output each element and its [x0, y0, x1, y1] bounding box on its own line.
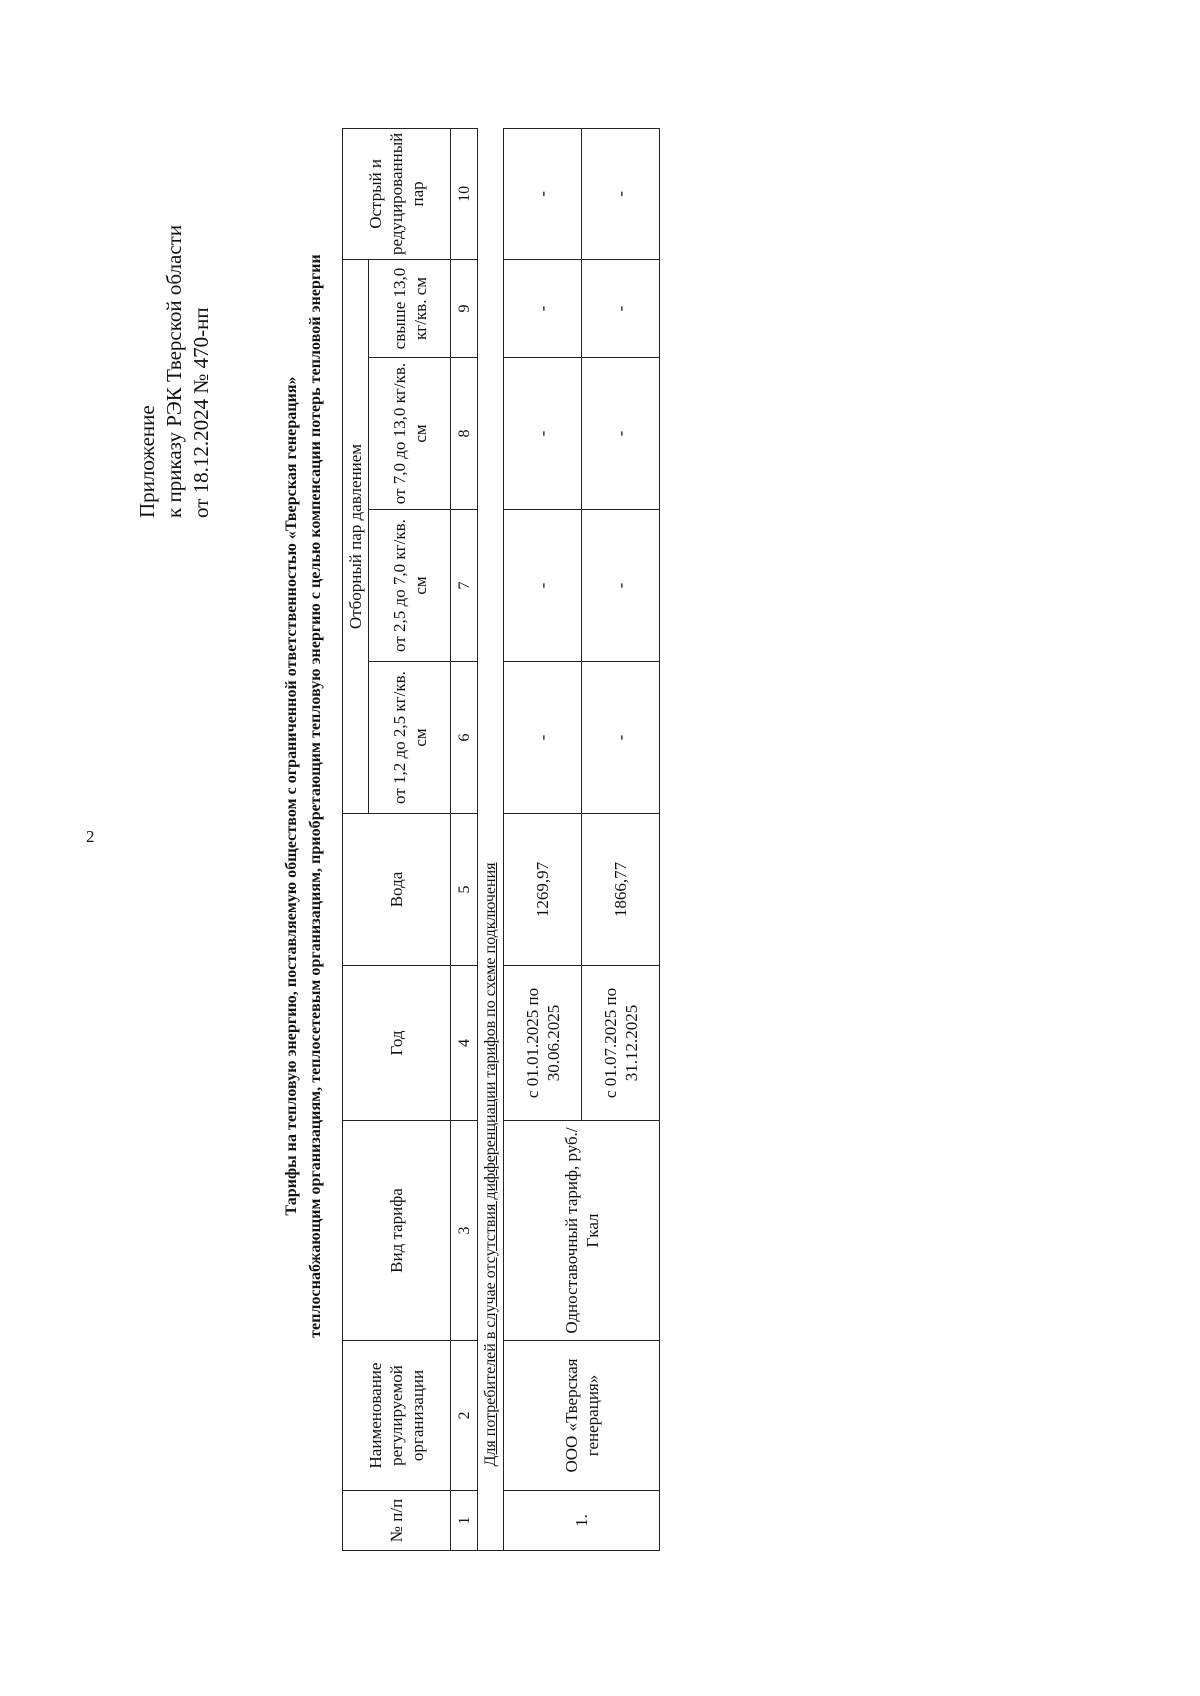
col-number: 4	[451, 966, 478, 1121]
header-pressure-1: от 1,2 до 2,5 кг/кв. см	[369, 662, 451, 814]
header-extraction-steam: Отборный пар давлением	[343, 260, 369, 814]
row-p1: -	[582, 662, 660, 814]
row-p4: -	[582, 260, 660, 358]
row-p2: -	[582, 510, 660, 662]
row-year: с 01.07.2025 по 31.12.2025	[582, 966, 660, 1121]
header-water: Вода	[343, 814, 451, 966]
col-number: 9	[451, 260, 478, 358]
title-line-2: теплоснабжающим организациям, теплосетевым организациям, приобретающим тепловую энергию с целью компенсации потерь тепловой энергии	[307, 254, 324, 1338]
header-row-1	[343, 128, 369, 1550]
header-org: Наименование регулируемой организации	[343, 1341, 451, 1491]
header-num: № п/п	[343, 1491, 451, 1551]
col-number: 5	[451, 814, 478, 966]
row-water: 1269,97	[504, 814, 582, 966]
row-tariff-type: Одноставочный тариф, руб./Гкал	[504, 1121, 660, 1341]
appendix-line-3: от 18.12.2024 № 470-нп	[189, 307, 213, 518]
appendix-block	[134, 225, 215, 518]
col-number: 1	[451, 1491, 478, 1551]
header-year: Год	[343, 966, 451, 1121]
header-tariff-type: Вид тарифа	[343, 1121, 451, 1341]
col-number: 2	[451, 1341, 478, 1491]
section-spacer	[478, 1491, 504, 1551]
row-sharp: -	[582, 128, 660, 259]
col-number: 7	[451, 510, 478, 662]
col-number: 10	[451, 128, 478, 259]
appendix-line-1: Приложение	[135, 405, 159, 518]
row-year: с 01.01.2025 по 30.06.2025	[504, 966, 582, 1121]
header-pressure-2: от 2,5 до 7,0 кг/кв. см	[369, 510, 451, 662]
table-row	[504, 128, 582, 1550]
column-number-row	[451, 128, 478, 1550]
row-p4: -	[504, 260, 582, 358]
row-sharp: -	[504, 128, 582, 259]
row-p3: -	[504, 358, 582, 510]
row-org: ООО «Тверская генерация»	[504, 1341, 660, 1491]
row-p2: -	[504, 510, 582, 662]
row-p3: -	[582, 358, 660, 510]
page-number: 2	[86, 827, 95, 846]
row-water: 1866,77	[582, 814, 660, 966]
tariff-table	[342, 128, 660, 1551]
header-pressure-3: от 7,0 до 13,0 кг/кв. см	[369, 358, 451, 510]
header-pressure-4: свыше 13,0 кг/кв. см	[369, 260, 451, 358]
col-number: 8	[451, 358, 478, 510]
title-line-1: Тарифы на тепловую энергию, поставляемую обществом с ограниченной ответственностью «Тверская генерация»	[283, 376, 300, 1216]
col-number: 3	[451, 1121, 478, 1341]
section-label-text: Для потребителей в случае отсутствия дифференциации тарифов по схеме подключения	[482, 862, 499, 1467]
col-number: 6	[451, 662, 478, 814]
row-p1: -	[504, 662, 582, 814]
appendix-line-2: к приказу РЭК Тверской области	[162, 224, 186, 518]
document-title	[280, 96, 328, 1496]
row-num: 1.	[504, 1491, 660, 1551]
section-row	[478, 128, 504, 1550]
section-label	[478, 128, 504, 1490]
header-sharp-steam: Острый и редуцированный пар	[343, 128, 451, 259]
